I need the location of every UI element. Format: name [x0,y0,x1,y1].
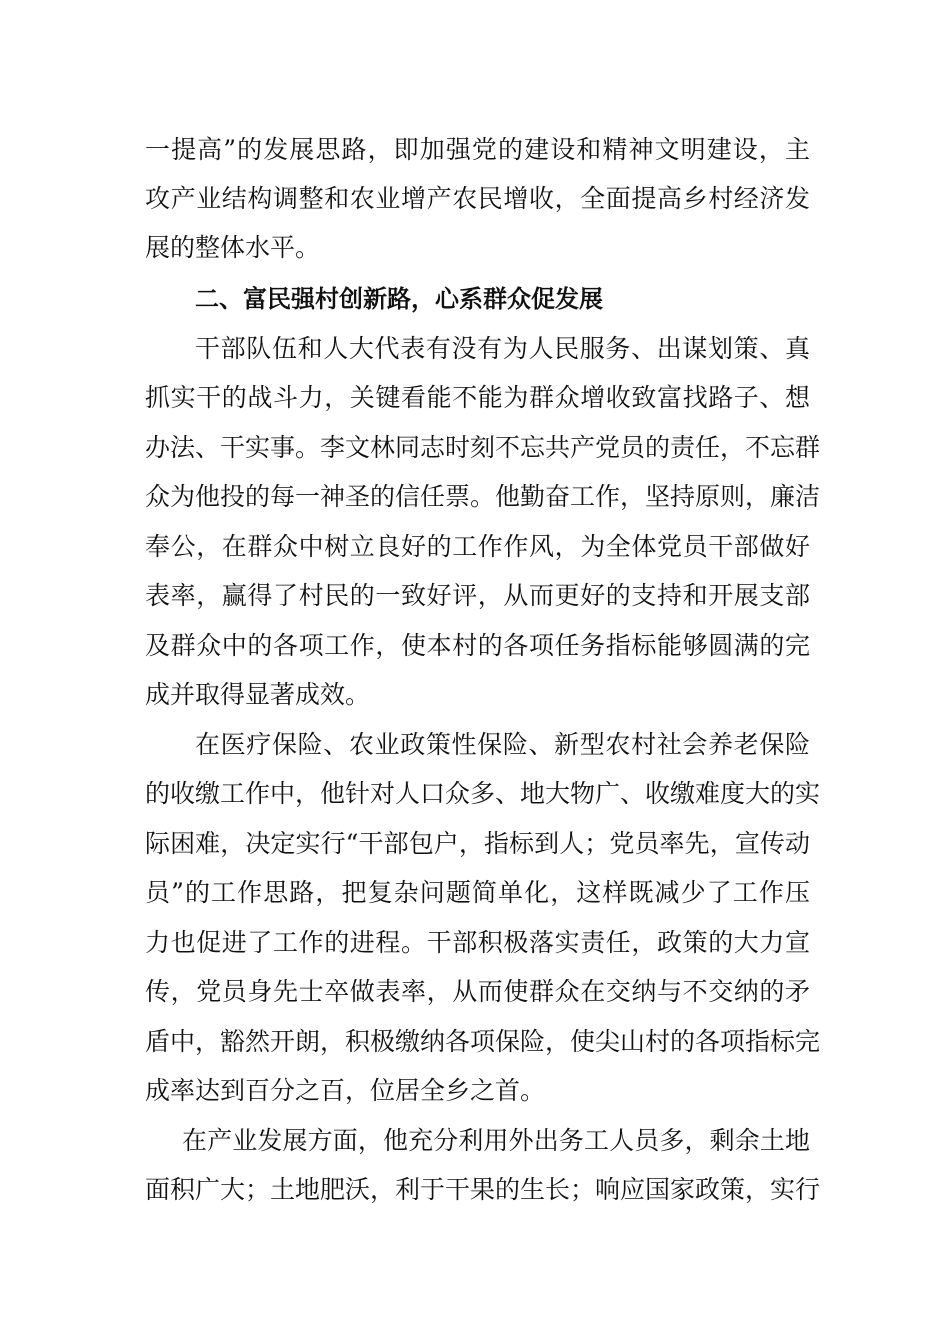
para2-line-5: 力也促进了工作的进程。干部积极落实责任，政策的大力宣 [145,928,810,957]
para2-line-6: 传，党员身先士卒做表率，从而使群众在交纳与不交纳的矛 [145,977,810,1006]
para1-line-7: 及群众中的各项工作，使本村的各项任务指标能够圆满的完 [145,631,810,660]
para2-line-1: 在医疗保险、农业政策性保险、新型农村社会养老保险 [195,730,810,759]
para1-line-8: 成并取得显著成效。 [145,680,371,709]
para2-line-3: 际困难，决定实行“干部包户，指标到人；党员率先，宣传动 [145,829,810,858]
intro-line-1: 一提高”的发展思路，即加强党的建设和精神文明建设，主 [145,135,810,164]
para1-line-6: 表率，赢得了村民的一致好评，从而更好的支持和开展支部 [145,581,810,610]
intro-line-3: 展的整体水平。 [145,233,321,262]
para1-line-2: 抓实干的战斗力，关键看能不能为群众增收致富找路子、想 [145,383,810,412]
para1-line-5: 奉公，在群众中树立良好的工作作风，为全体党员干部做好 [145,532,810,561]
section-heading: 二、富民强村创新路，心系群众促发展 [195,285,603,313]
para2-line-2: 的收缴工作中，他针对人口众多、地大物广、收缴难度大的实 [145,779,821,808]
para1-line-1: 干部队伍和人大代表有没有为人民服务、出谋划策、真 [195,334,810,363]
para1-line-4: 众为他投的每一神圣的信任票。他勤奋工作，坚持原则，廉洁 [145,482,821,511]
intro-line-2: 攻产业结构调整和农业增产农民增收，全面提高乡村经济发 [145,184,810,213]
para3-line-1: 在产业发展方面，他充分利用外出务工人员多，剩余土地 [182,1126,810,1155]
para2-line-7: 盾中，豁然开朗，积极缴纳各项保险，使尖山村的各项指标完 [145,1027,821,1056]
para2-line-4: 员”的工作思路，把复杂问题简单化，这样既减少了工作压 [145,878,810,907]
para1-line-3: 办法、干实事。李文林同志时刻不忘共产党员的责任，不忘群 [145,433,821,462]
para2-line-8: 成率达到百分之百，位居全乡之首。 [145,1076,546,1105]
para3-line-2: 面积广大；土地肥沃，利于干果的生长；响应国家政策，实行 [145,1175,821,1204]
